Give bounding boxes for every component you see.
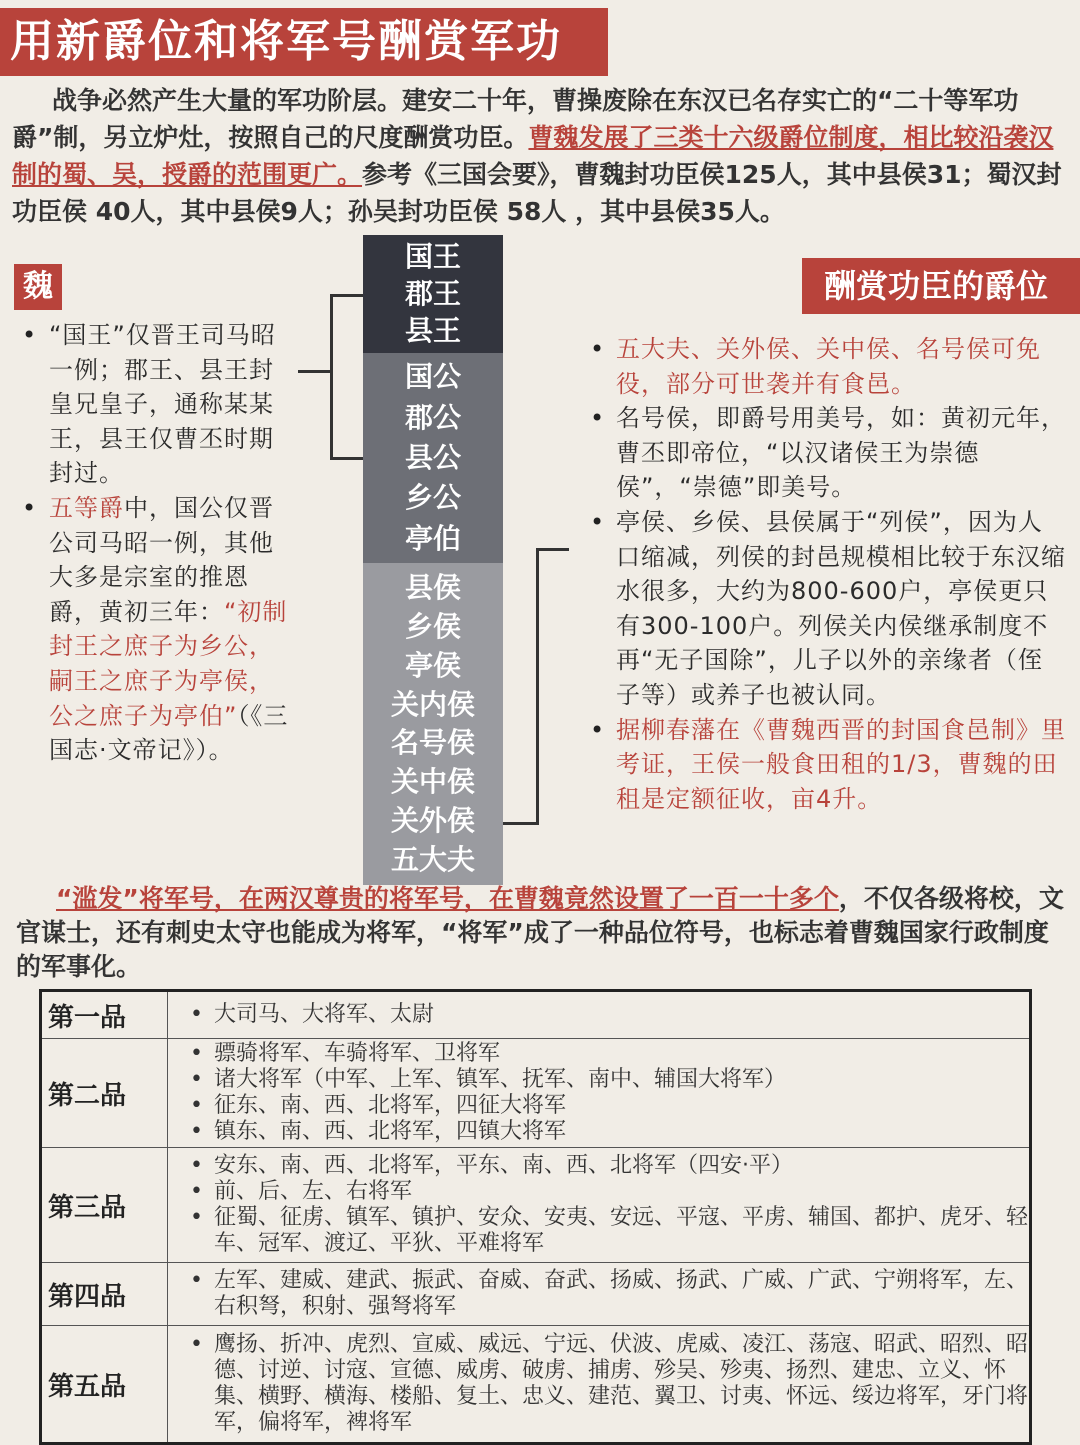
grade-item: • 安东、南、西、北将军，平东、南、西、北将军（四安·平） — [186, 1153, 1029, 1179]
intro-highlight: 曹魏发展了三类十六级爵位制度，相比较沿袭汉制的蜀、吴，授爵的范围更广。 — [12, 123, 1054, 189]
right-note-3: • 亭侯、乡侯、县侯属于“列侯”，因为人口缩减，列侯的封邑规模相比较于东汉缩水很多，大约为800-600户，亭侯更只有300-100户。列侯关内侯继承制度不再“无子国除”，儿子以外的亲缘者（侄子等）或养子也被认同。 — [588, 505, 1066, 713]
grade-name: 第三品 — [41, 1148, 168, 1263]
rank-group-kings — [363, 235, 503, 353]
left-note-2-text: 中，国公仅晋公司马昭一例，其他大多是宗室的推恩爵，黄初三年： — [49, 493, 274, 626]
rank-item: 关内侯 — [390, 687, 475, 721]
rank-item: 亭伯 — [404, 521, 461, 555]
reward-label: 酬赏功臣的爵位 — [802, 258, 1080, 314]
rank-item: 国公 — [404, 360, 461, 394]
grade-item: • 鹰扬、折冲、虎烈、宣威、威远、宁远、伏波、虎威、凌江、荡寇、昭武、昭烈、昭德、讨逆、讨寇、宣德、威虏、破虏、捕虏、殄吴、殄夷、扬烈、建忠、立义、怀集、横野、横海、楼船、复土、忠义、建范、翼卫、讨夷、怀远、绥边将军，牙门将军，偏将军，裨将军 — [186, 1332, 1029, 1436]
left-note-2-source: （《三国志·文帝记》）。 — [49, 701, 289, 765]
grade-item: • 诸大将军（中军、上军、镇军、抚军、南中、辅国大将军） — [186, 1067, 1029, 1093]
intro-text-1: 战争必然产生大量的军功阶层。建安二十年，曹操废除在东汉已名存实亡的“二十等军功爵”制，另立炉灶，按照自己的尺度酬赏功臣。 — [12, 86, 1019, 152]
intro-text-2: 参考《三国会要》，曹魏封功臣侯125人，其中县侯31；蜀汉封功臣侯 40人，其中县侯9人；孙吴封功臣侯 58人 ，其中县侯35人。 — [12, 160, 1062, 226]
rank-column — [363, 235, 503, 885]
grade-item: • 前、后、左、右将军 — [186, 1179, 1029, 1205]
right-bracket — [536, 548, 569, 825]
rank-item: 乡侯 — [404, 610, 461, 644]
intro-paragraph — [12, 82, 1072, 230]
grade-name: 第四品 — [41, 1263, 168, 1326]
rank-group-marquises — [363, 563, 503, 885]
left-note-2-red: 五等爵 — [49, 493, 124, 522]
grade-name: 第二品 — [41, 1039, 168, 1148]
rank-item: 郡王 — [404, 276, 461, 310]
rank-group-dukes — [363, 353, 503, 563]
grade-item: • 征东、南、西、北将军，四征大将军 — [186, 1093, 1029, 1119]
general-paragraph — [16, 882, 1072, 984]
table-row — [41, 1263, 1031, 1326]
grade-name: 第五品 — [41, 1326, 168, 1444]
rank-item: 亭侯 — [404, 648, 461, 682]
rank-item: 县公 — [404, 440, 461, 474]
right-notes — [588, 332, 1066, 816]
grade-item: • 镇东、南、西、北将军，四镇大将军 — [186, 1119, 1029, 1145]
rank-item: 名号侯 — [390, 726, 475, 760]
grade-item: • 骠骑将军、车骑将军、卫将军 — [186, 1041, 1029, 1067]
left-note-2 — [18, 491, 290, 768]
left-note-1: • “国王”仅晋王司马昭一例；郡王、县王封皇兄皇子，通称某某王，县王仅曹丕时期封过。 — [18, 318, 290, 491]
rank-item: 五大夫 — [390, 842, 475, 876]
right-note-1: • 五大夫、关外侯、关中侯、名号侯可免役，部分可世袭并有食邑。 — [588, 332, 1066, 401]
left-bracket-tick — [298, 370, 330, 373]
rank-item: 关外侯 — [390, 803, 475, 837]
general-highlight: “滥发”将军号，在两汉尊贵的将军号，在曹魏竟然设置了一百一十多个 — [56, 884, 839, 913]
table-row — [41, 1148, 1031, 1263]
table-row — [41, 1326, 1031, 1444]
right-note-2: • 名号侯，即爵号用美号，如：黄初元年，曹丕即帝位，“以汉诸侯王为崇德侯”，“崇德”即美号。 — [588, 401, 1066, 505]
rank-item: 关中侯 — [390, 765, 475, 799]
grade-item: • 大司马、大将军、太尉 — [186, 1002, 1029, 1028]
grade-table — [39, 989, 1032, 1445]
left-bracket — [330, 294, 365, 460]
table-row — [41, 991, 1031, 1039]
left-notes — [18, 318, 290, 768]
rank-item: 国王 — [404, 240, 461, 274]
table-row — [41, 1039, 1031, 1148]
left-note-2-quote: “初制封王之庶子为乡公，嗣王之庶子为亭侯，公之庶子为亭伯” — [49, 597, 288, 730]
rank-item: 县侯 — [404, 571, 461, 605]
grade-item: • 征蜀、征虏、镇军、镇护、安众、安夷、安远、平寇、平虏、辅国、都护、虎牙、轻车、冠军、渡辽、平狄、平难将军 — [186, 1205, 1029, 1257]
grade-name: 第一品 — [41, 991, 168, 1039]
right-bracket-tick — [503, 822, 539, 825]
rank-item: 乡公 — [404, 481, 461, 515]
rank-item: 郡公 — [404, 400, 461, 434]
grade-item: • 左军、建威、建武、振武、奋威、奋武、扬威、扬武、广威、广武、宁朔将军，左、右积弩，积射、强弩将军 — [186, 1268, 1029, 1320]
page-title: 用新爵位和将军号酬赏军功 — [0, 8, 608, 76]
general-text: ，不仅各级将校，文官谋士，还有刺史太守也能成为将军，“将军”成了一种品位符号，也标志着曹魏国家行政制度的军事化。 — [16, 884, 1064, 981]
wei-label: 魏 — [14, 264, 62, 310]
rank-item: 县王 — [404, 313, 461, 347]
right-note-4: • 据柳春藩在《曹魏西晋的封国食邑制》里考证，王侯一般食田租的1/3，曹魏的田租是定额征收，亩4升。 — [588, 713, 1066, 817]
